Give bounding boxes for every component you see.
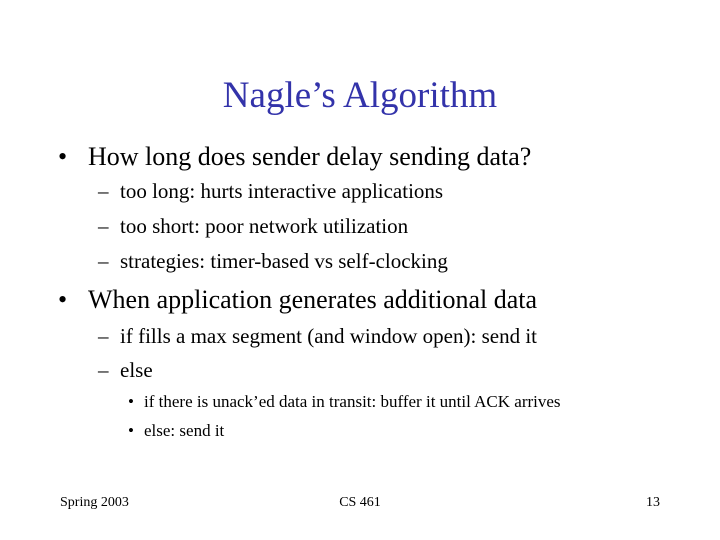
bullet-marker: • xyxy=(128,392,134,411)
sub-bullet-1-2 xyxy=(98,213,408,239)
bullet-1-text: How long does sender delay sending data? xyxy=(88,142,532,171)
footer-page-number: 13 xyxy=(646,495,660,510)
bullet-2-text: When application generates additional data xyxy=(88,285,538,314)
bullet-marker: • xyxy=(58,285,68,314)
sub-sub-bullet-2-2-1 xyxy=(128,391,561,413)
sub-bullet-2-2-text: else xyxy=(120,358,153,382)
bullet-1 xyxy=(58,142,531,172)
sub-bullet-2-2 xyxy=(98,357,153,383)
slide-title: Nagle’s Algorithm xyxy=(222,75,498,116)
dash-marker: – xyxy=(98,324,109,348)
sub-bullet-2-1-text: if fills a max segment (and window open): send it xyxy=(120,324,537,348)
bullet-2 xyxy=(58,285,537,315)
dash-marker: – xyxy=(98,249,109,273)
bullet-marker: • xyxy=(58,142,68,171)
sub-bullet-1-1-text: too long: hurts interactive applications xyxy=(120,179,444,203)
dash-marker: – xyxy=(98,358,109,382)
dash-marker: – xyxy=(98,214,109,238)
sub-sub-bullet-2-2-2-text: else: send it xyxy=(144,421,225,440)
sub-bullet-1-2-text: too short: poor network utilization xyxy=(120,214,409,238)
sub-sub-bullet-2-2-1-text: if there is unack’ed data in transit: buffer it until ACK arrives xyxy=(144,392,561,411)
footer-course: CS 461 xyxy=(339,495,381,510)
sub-bullet-1-3 xyxy=(98,248,448,274)
sub-sub-bullet-2-2-2 xyxy=(128,420,224,442)
footer-date: Spring 2003 xyxy=(60,495,129,510)
sub-bullet-2-1 xyxy=(98,323,537,349)
dash-marker: – xyxy=(98,179,109,203)
sub-bullet-1-3-text: strategies: timer-based vs self-clocking xyxy=(120,249,448,273)
bullet-marker: • xyxy=(128,421,134,440)
sub-bullet-1-1 xyxy=(98,178,443,204)
